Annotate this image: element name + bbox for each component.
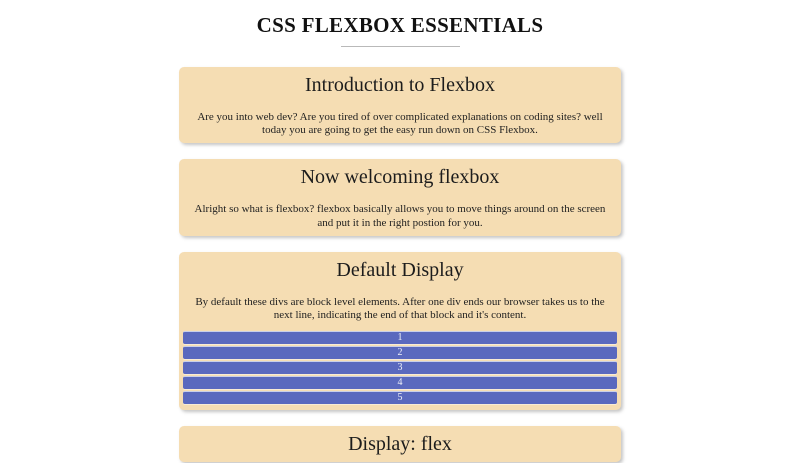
card-welcoming-flexbox	[179, 159, 621, 235]
block-box-list	[183, 331, 617, 404]
block-box-4: 4	[183, 376, 617, 389]
block-box-2: 2	[183, 346, 617, 359]
block-box-3: 3	[183, 361, 617, 374]
page-header	[0, 13, 800, 47]
title-divider	[341, 46, 460, 47]
card-paragraph: Alright so what is flexbox? flexbox basically allows you to move things around on the screen and put it in the right postion for you.	[194, 203, 606, 229]
card-heading: Now welcoming flexbox	[300, 166, 500, 189]
content-column	[179, 67, 621, 462]
card-paragraph: Are you into web dev? Are you tired of over complicated explanations on coding sites? well today you are going to get the easy run down on CSS Flexbox.	[197, 111, 603, 137]
card-heading: Introduction to Flexbox	[305, 74, 495, 96]
block-box-1: 1	[183, 331, 617, 344]
card-heading: Default Display	[336, 258, 464, 281]
card-default-display	[179, 252, 621, 410]
block-box-5: 5	[183, 391, 617, 404]
page-title: CSS FLEXBOX ESSENTIALS	[256, 13, 544, 37]
card-heading: Display: flex	[348, 433, 452, 456]
card-paragraph: By default these divs are block level elements. After one div ends our browser takes us to the next line, indicating the end of that block and it's content.	[195, 295, 605, 321]
card-display-flex	[179, 426, 621, 462]
card-introduction	[179, 67, 621, 143]
